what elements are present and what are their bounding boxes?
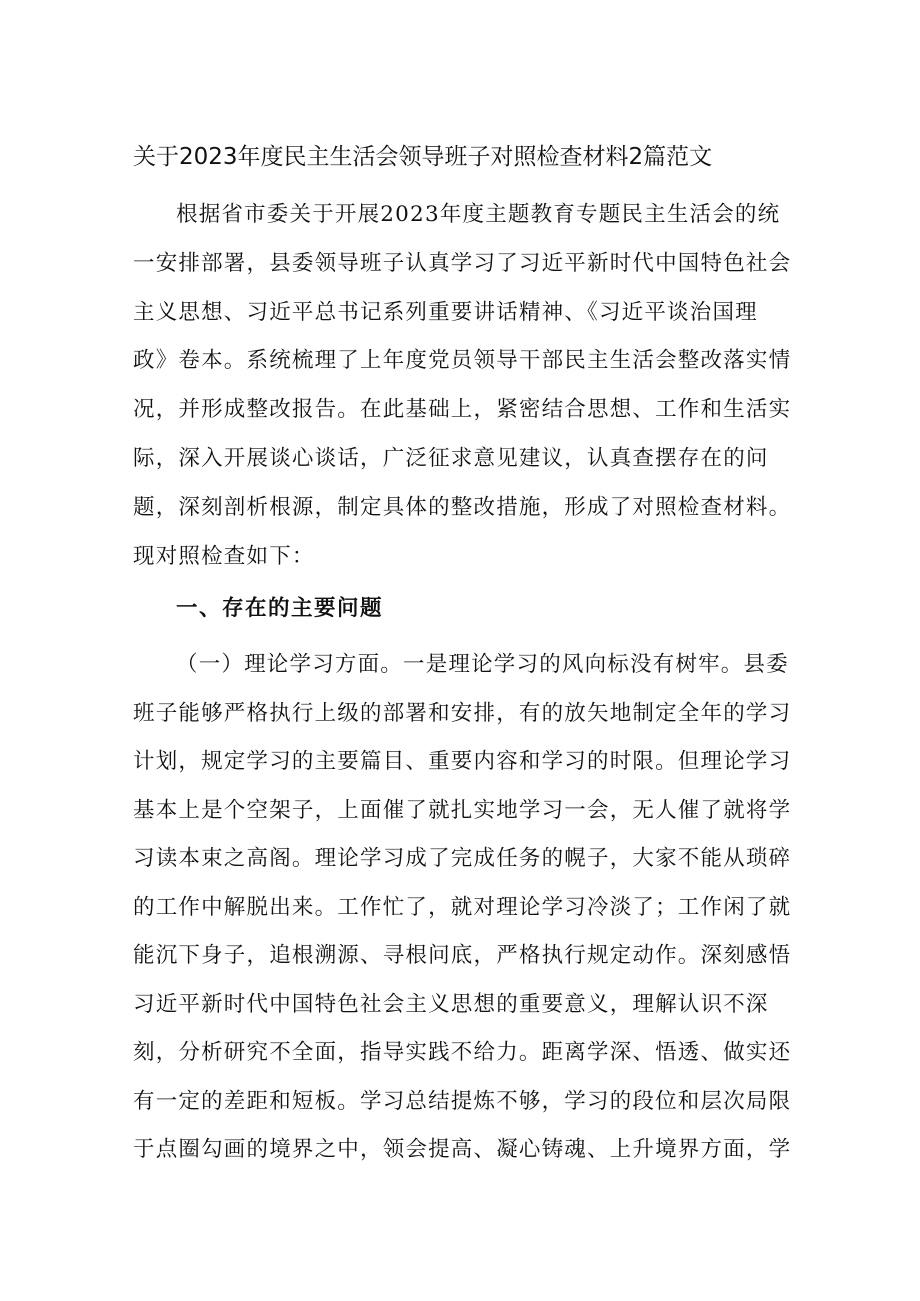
intro-line: 况，并形成整改报告。在此基础上，紧密结合思想、工作和生活实: [133, 397, 792, 423]
intro-line: 主义思想、习近平总书记系列重要讲话精神、《习近平谈治国理: [133, 299, 758, 325]
intro-line: 际，深入开展谈心谈话，广泛征求意见建议，认真查摆存在的问: [133, 446, 769, 471]
section-line: 刻，分析研究不全面，指导实践不给力。距离学深、悟透、做实还: [133, 1040, 792, 1065]
section-line: 班子能够严格执行上级的部署和安排，有的放矢地制定全年的学习: [133, 700, 792, 726]
intro-line: 一安排部署，县委领导班子认真学习了习近平新时代中国特色社会: [133, 250, 792, 276]
document-title: 关于2023年度民主生活会领导班子对照检查材料2篇范文: [133, 144, 713, 170]
section-line: 计划，规定学习的主要篇目、重要内容和学习的时限。但理论学习: [133, 749, 792, 774]
section-line: 有一定的差距和短板。学习总结提炼不够，学习的段位和层次局限: [133, 1088, 792, 1114]
intro-line: 现对照检查如下：: [133, 543, 315, 569]
section-line: 的工作中解脱出来。工作忙了，就对理论学习冷淡了；工作闲了就: [133, 894, 792, 920]
section-line: 基本上是个空架子，上面催了就扎实地学习一会，无人催了就将学: [133, 797, 792, 823]
section-line: 习读本束之高阁。理论学习成了完成任务的幌子，大家不能从琐碎: [133, 846, 792, 871]
intro-line: 题，深刻剖析根源，制定具体的整改措施，形成了对照检查材料。: [133, 494, 792, 520]
section-line: 能沉下身子，追根溯源、寻根问底，严格执行规定动作。深刻感悟: [133, 943, 792, 968]
section-line: 习近平新时代中国特色社会主义思想的重要意义，理解认识不深: [133, 991, 769, 1017]
section-heading: 一、存在的主要问题: [176, 596, 384, 621]
section-line: 于点圈勾画的境界之中，领会提高、凝心铸魂、上升境界方面，学: [133, 1137, 792, 1162]
intro-line: 政》卷本。系统梳理了上年度党员领导干部民主生活会整改落实情: [133, 348, 792, 374]
section-line: （一）理论学习方面。一是理论学习的风向标没有树牢。县委: [176, 652, 789, 677]
intro-line: 根据省市委关于开展2023年度主题教育专题民主生活会的统: [176, 202, 781, 227]
